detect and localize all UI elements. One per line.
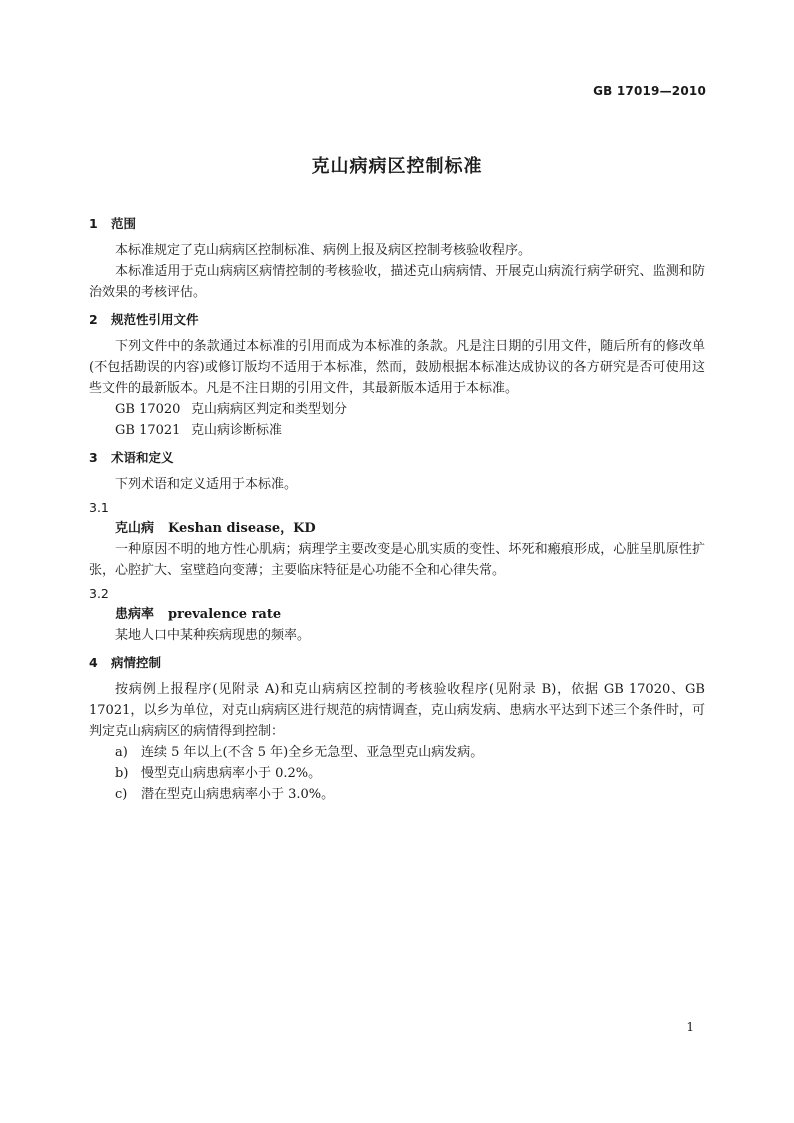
section-1-paragraph-2: 本标准适用于克山病病区病情控制的考核验收，描述克山病病情、开展克山病流行病学研究、监测和防治效果的考核评估。 (89, 264, 705, 300)
list-item-text: 连续 5 年以上(不含 5 年)全乡无急型、亚急型克山病发病。 (141, 745, 484, 760)
list-item-text: 慢型克山病患病率小于 0.2%。 (141, 766, 322, 781)
section-number: 2 (89, 312, 98, 327)
term-chinese: 患病率 (115, 607, 155, 622)
section-number: 4 (89, 655, 98, 670)
document-title: 克山病病区控制标准 (311, 156, 483, 177)
page-number: 1 (686, 1020, 694, 1034)
term-english: prevalence rate (168, 607, 282, 622)
term-chinese: 克山病 (115, 521, 155, 536)
normative-reference (89, 399, 705, 420)
list-item (89, 742, 705, 763)
list-item (89, 784, 705, 805)
reference-title: 克山病病区判定和类型划分 (191, 402, 348, 417)
reference-code: GB 17021 (115, 423, 181, 438)
section-3-paragraph-1: 下列术语和定义适用于本标准。 (115, 477, 298, 492)
term-definition: 某地人口中某种疾病现患的频率。 (115, 628, 311, 643)
term-english: Keshan disease，KD (168, 521, 316, 536)
section-title: 范围 (111, 216, 137, 231)
section-title: 病情控制 (111, 655, 162, 670)
document-body (89, 213, 705, 805)
section-4-paragraph-1: 按病例上报程序(见附录 A)和克山病病区控制的考核验收程序(见附录 B)，依据 GB 17020、GB 17021，以乡为单位，对克山病病区进行规范的病情调查，克山病发病、患病水平达到下述三个条件时，可判定克山病病区的病情得到控制： (89, 682, 705, 739)
standard-number: GB 17019—2010 (593, 84, 706, 98)
section-number: 1 (89, 216, 98, 231)
term-entry (89, 604, 705, 625)
term-entry (89, 518, 705, 539)
reference-code: GB 17020 (115, 402, 181, 417)
term-number: 3.2 (89, 586, 109, 601)
reference-title: 克山病诊断标准 (191, 423, 283, 438)
section-1-paragraph-1: 本标准规定了克山病病区控制标准、病例上报及病区控制考核验收程序。 (115, 243, 532, 258)
normative-reference (89, 420, 705, 441)
term-definition: 一种原因不明的地方性心肌病；病理学主要改变是心肌实质的变性、坏死和瘢痕形成，心脏呈肌原性扩张，心腔扩大、室壁趋向变薄；主要临床特征是心功能不全和心律失常。 (89, 542, 705, 578)
list-item (89, 763, 705, 784)
list-item-text: 潜在型克山病患病率小于 3.0%。 (141, 787, 335, 802)
section-2-paragraph-1: 下列文件中的条款通过本标准的引用而成为本标准的条款。凡是注日期的引用文件，随后所有的修改单(不包括勘误的内容)或修订版均不适用于本标准，然而，鼓励根据本标准达成协议的各方研究是否可使用这些文件的最新版本。凡是不注日期的引用文件，其最新版本适用于本标准。 (89, 339, 705, 396)
term-number: 3.1 (89, 500, 109, 515)
section-2-heading (89, 309, 705, 330)
section-4-heading (89, 652, 705, 673)
section-number: 3 (89, 450, 98, 465)
section-title: 规范性引用文件 (111, 312, 199, 327)
list-marker: a) (115, 745, 128, 760)
section-3-heading (89, 447, 705, 468)
section-title: 术语和定义 (111, 450, 174, 465)
section-1-heading (89, 213, 705, 234)
list-marker: c) (115, 787, 128, 802)
list-marker: b) (115, 766, 129, 781)
